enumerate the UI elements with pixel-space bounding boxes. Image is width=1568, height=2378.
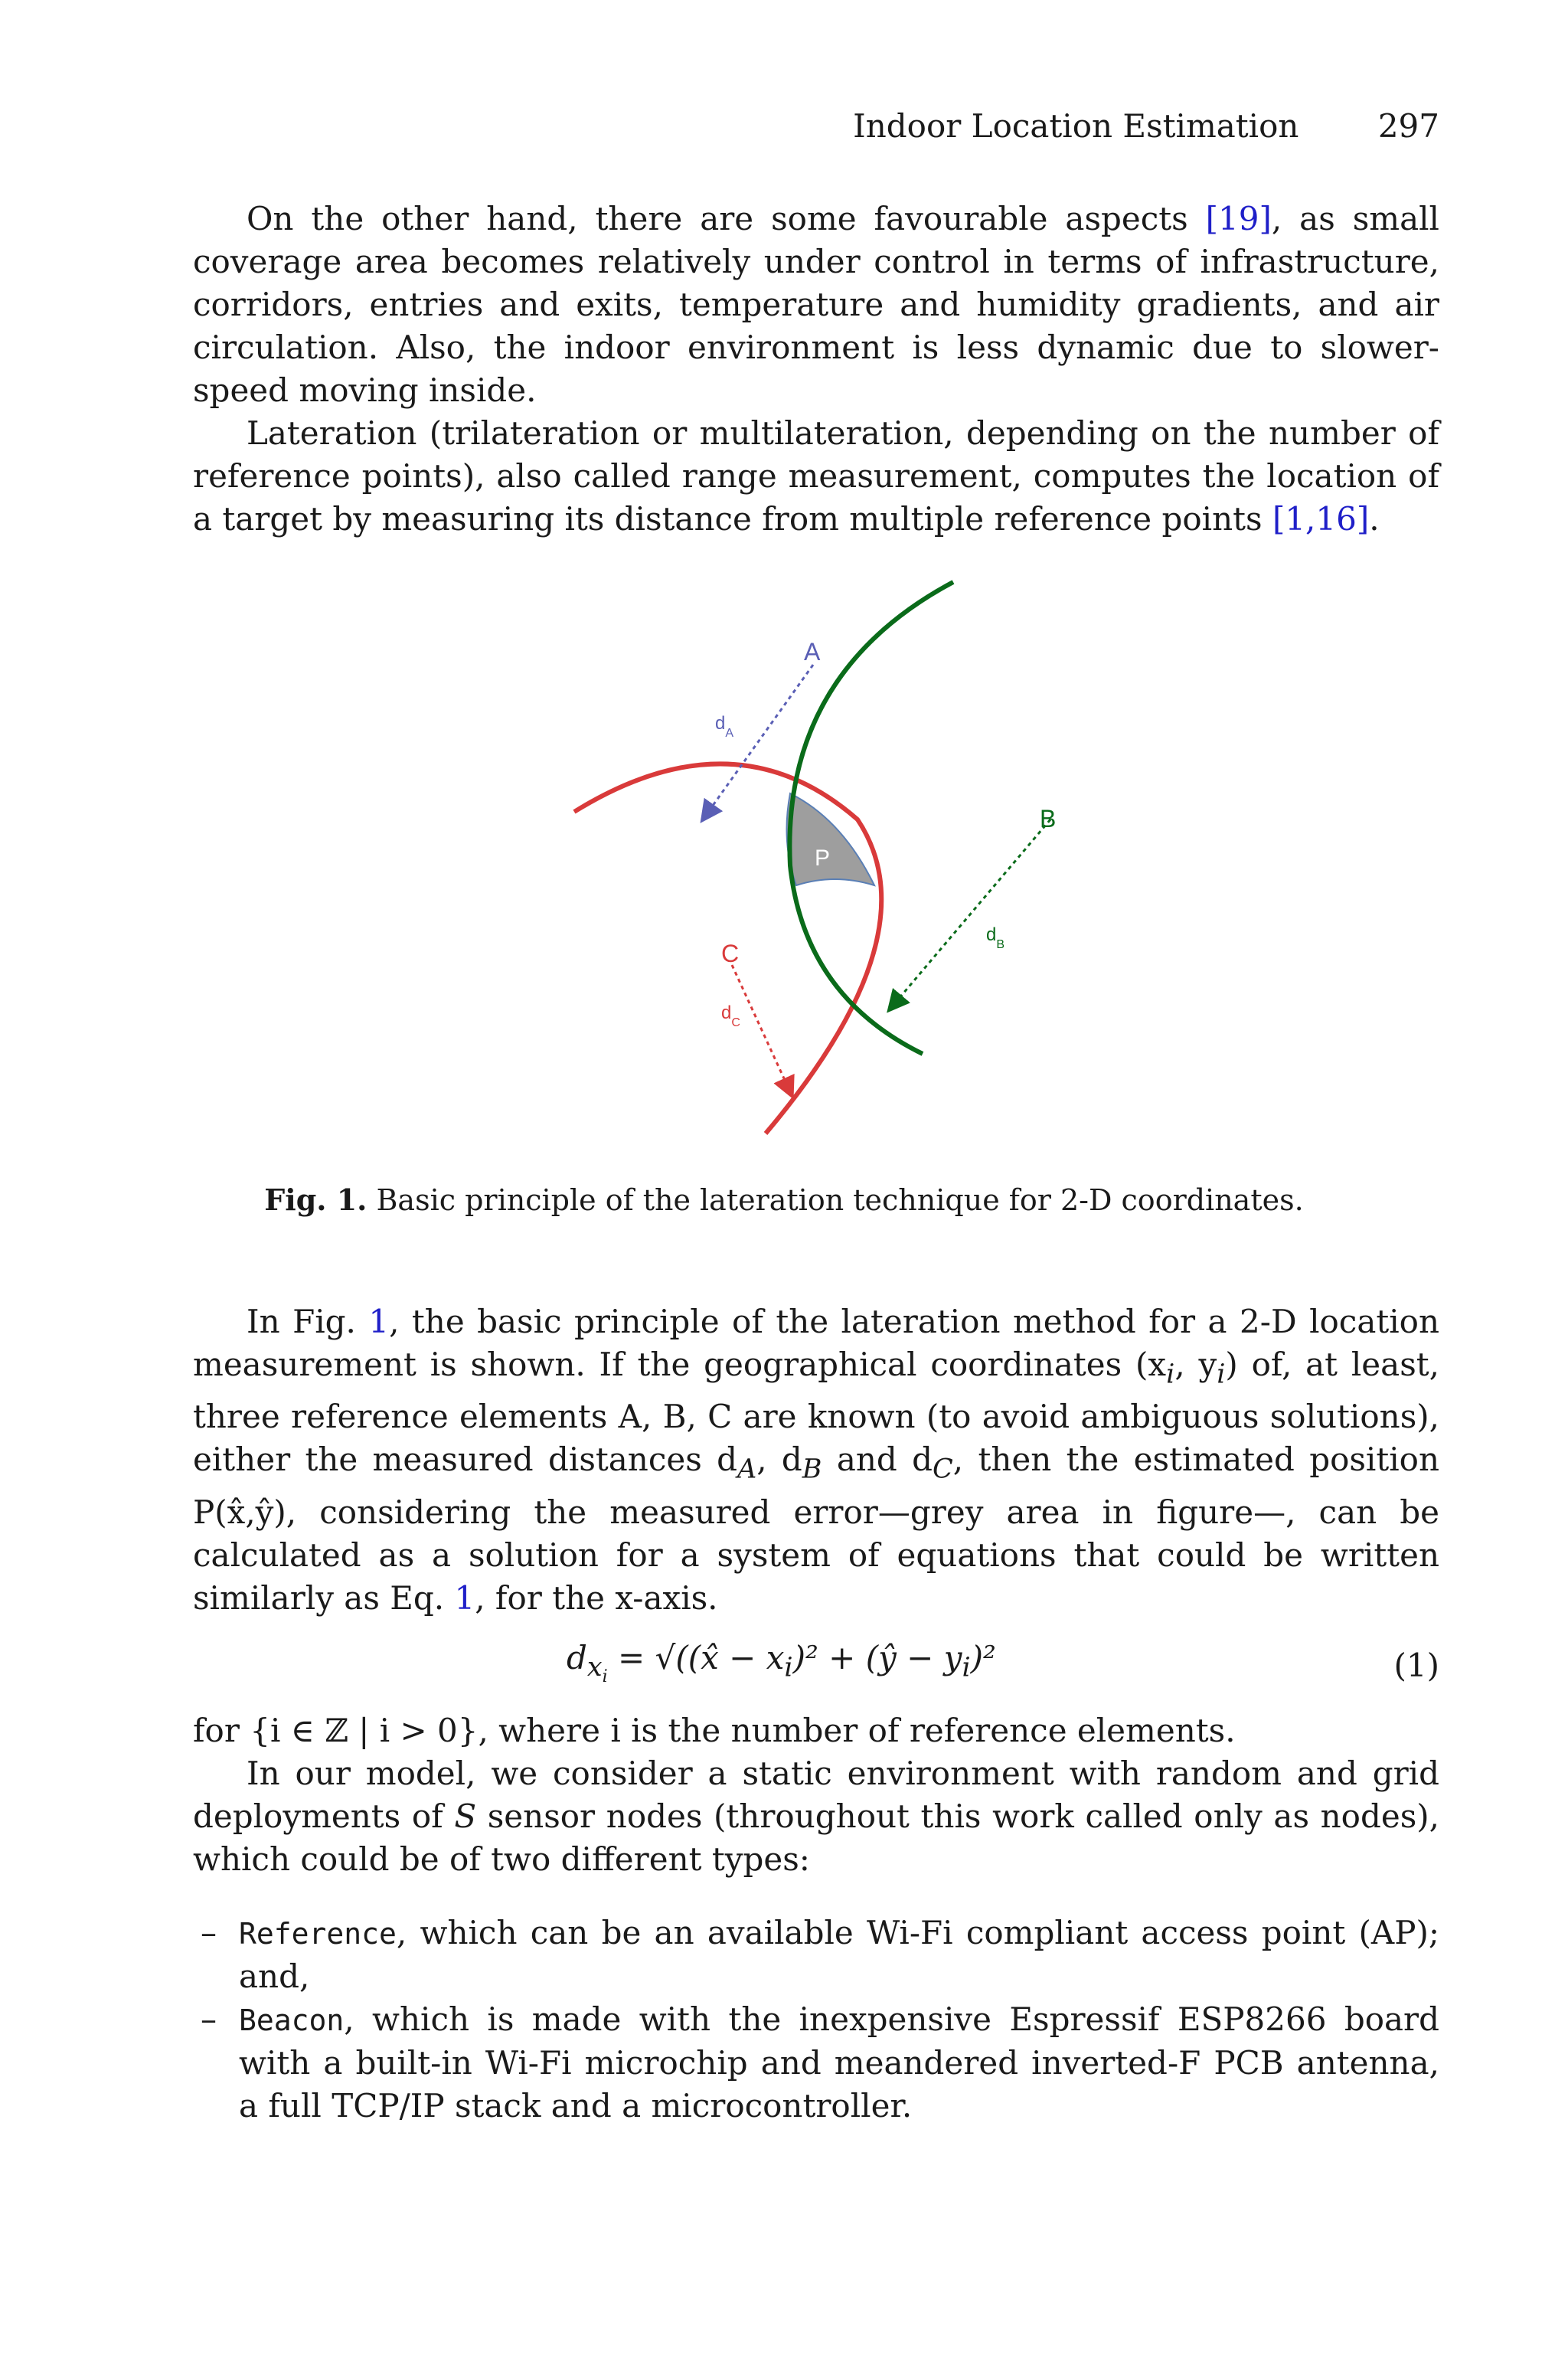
label-p: P xyxy=(815,846,831,871)
running-head xyxy=(853,107,1439,145)
eq-rhs-i1: i xyxy=(784,1652,793,1683)
eq-rhs-b: )² + (ŷ − y xyxy=(792,1639,962,1676)
term-beacon: Beacon xyxy=(239,2003,345,2037)
list-item-reference xyxy=(201,1912,1439,1998)
p4-s: S xyxy=(454,1797,477,1835)
paragraph-4-block xyxy=(193,1709,1439,1881)
p3-f: ) of, at least, three reference elements A, B, C are known (to avoid ambiguous solutions), either the measured distances d xyxy=(193,1346,1439,1479)
lateration-figure xyxy=(536,567,1072,1149)
p3-h: , d xyxy=(756,1441,802,1479)
p3-m: , for the x-axis. xyxy=(475,1578,718,1617)
lateration-diagram xyxy=(536,567,1072,1149)
reference-description: , which can be an available Wi-Fi compliant access point (AP); and, xyxy=(239,1914,1439,1995)
p4-a: In our model, we consider a static environment with random and grid deployments of xyxy=(193,1755,1439,1835)
p3-a: In Fig. xyxy=(247,1303,369,1340)
p3-b: , the basic principle of the lateration method for a 2-D location measurement is shown. If the geographical coordinates (x xyxy=(193,1303,1440,1383)
figure-caption xyxy=(0,1182,1568,1217)
eq-lhs: d xyxy=(567,1639,587,1676)
intersection-region-p xyxy=(787,793,875,885)
eq-rhs-i2: i xyxy=(962,1652,971,1683)
p3-c: i xyxy=(1166,1359,1175,1390)
eq-rhs-a: = √((x̂ − x xyxy=(607,1639,785,1676)
list-dash: – xyxy=(201,2000,217,2038)
paragraph-3-block xyxy=(193,1300,1439,1620)
eq-rhs-c: )² xyxy=(970,1639,996,1676)
paragraph-2-text-b: . xyxy=(1369,500,1380,538)
equation-condition: for {i ∈ ℤ | i > 0}, where i is the number of reference elements. xyxy=(193,1712,1236,1749)
intro-paragraphs xyxy=(193,198,1439,541)
label-c: C xyxy=(721,940,740,967)
eq-lhs-sub: x xyxy=(586,1652,603,1683)
p3-d: , y xyxy=(1174,1346,1217,1383)
label-dc: $d_C$ xyxy=(721,1003,740,1029)
citation-19[interactable]: [19] xyxy=(1205,200,1272,237)
page-number: 297 xyxy=(1377,107,1439,145)
p3-j: and d xyxy=(822,1441,933,1479)
term-reference: Reference xyxy=(239,1917,397,1951)
paragraph-4 xyxy=(193,1752,1439,1881)
citation-1-16[interactable]: [1,16] xyxy=(1272,500,1370,538)
paragraph-1-text-b: , as small coverage area becomes relatively under control in terms of infrastructure, corridors, entries and exits, temperature and humidity gradients, and air circulation. Also, the indoor environment is less dynamic due to slower-speed moving inside. xyxy=(193,200,1439,409)
beacon-description: , which is made with the inexpensive Espressif ESP8266 board with a built-in Wi-Fi microchip and meandered inverted-F PCB antenna, a full TCP/IP stack and a microcontroller. xyxy=(239,2000,1439,2124)
equation-ref-1[interactable]: 1 xyxy=(454,1578,475,1617)
p3-k: C xyxy=(933,1454,953,1485)
figure-caption-text: Basic principle of the lateration technique for 2-D coordinates. xyxy=(367,1183,1304,1217)
label-a: A xyxy=(804,638,821,666)
equation-number: (1) xyxy=(1393,1647,1439,1684)
p4-b: sensor nodes (throughout this work called only as nodes), which could be of two different types: xyxy=(193,1797,1439,1878)
figure-ref-1[interactable]: 1 xyxy=(368,1303,390,1340)
paragraph-3 xyxy=(193,1300,1439,1620)
figure-caption-label: Fig. 1. xyxy=(264,1182,368,1217)
list-item-beacon xyxy=(201,1998,1439,2128)
label-da: $d_A$ xyxy=(715,713,734,740)
label-b: B xyxy=(1040,805,1057,832)
label-db: $d_B$ xyxy=(986,924,1005,951)
paragraph-1 xyxy=(193,198,1439,412)
paragraph-2 xyxy=(193,412,1439,541)
distance-arrow-c xyxy=(732,965,792,1095)
p3-e: i xyxy=(1217,1359,1226,1390)
eq-lhs-subsub: i xyxy=(602,1667,608,1687)
node-types-list xyxy=(201,1912,1439,2128)
paragraph-1-text-a: On the other hand, there are some favourable aspects xyxy=(247,200,1206,237)
p3-l: , then the estimated position P(x̂,ŷ), considering the measured error—grey area in figure—, can be calculated as a solution for a system of equations that could be written similarly as Eq. xyxy=(193,1441,1439,1617)
list-dash: – xyxy=(201,1914,217,1951)
paragraph-2-text-a: Lateration (trilateration or multilateration, depending on the number of reference points), also called range measurement, computes the location of a target by measuring its distance from multiple reference points xyxy=(193,414,1439,538)
p3-g: A xyxy=(737,1454,757,1485)
distance-arrow-b xyxy=(890,819,1050,1009)
equation-1 xyxy=(567,1639,996,1686)
p3-i: B xyxy=(802,1454,822,1485)
running-head-title: Indoor Location Estimation xyxy=(853,107,1299,145)
